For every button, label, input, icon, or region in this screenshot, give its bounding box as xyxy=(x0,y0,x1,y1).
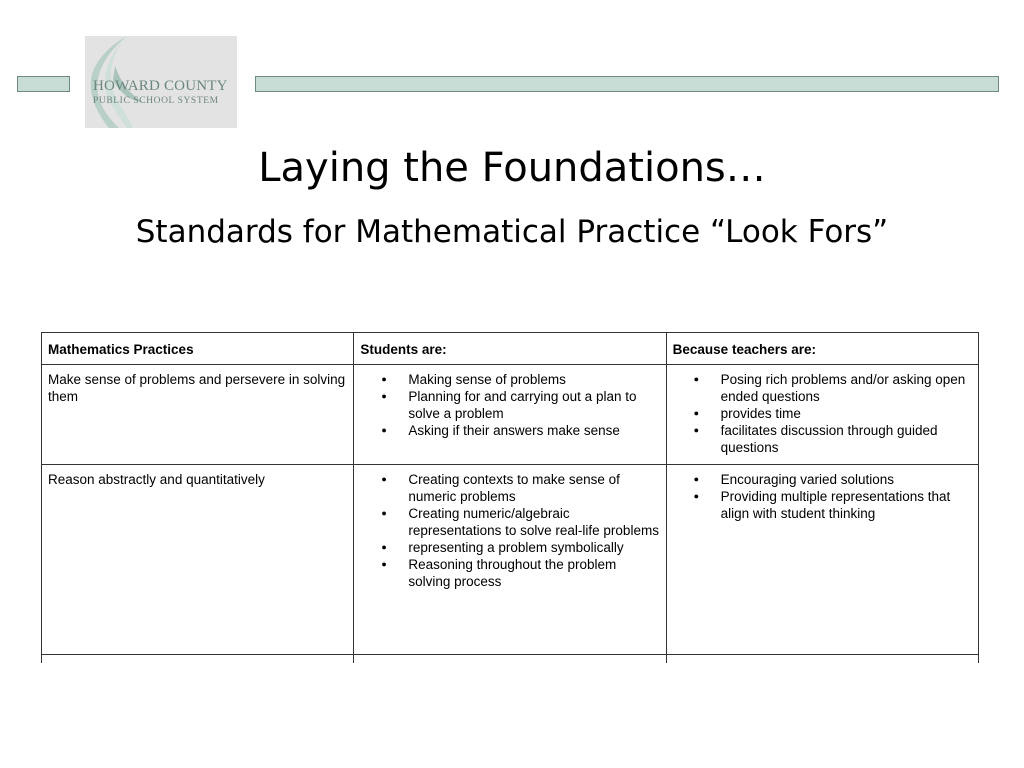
list-item: ● facilitates discussion through guided questions xyxy=(721,422,972,456)
practice-cell: Reason abstractly and quantitatively xyxy=(42,465,354,655)
teachers-cell xyxy=(666,365,978,465)
slide-subtitle: Standards for Mathematical Practice “Look Fors” xyxy=(135,214,889,250)
students-list xyxy=(360,471,659,590)
list-item: ● Reasoning throughout the problem solving process xyxy=(408,556,659,590)
practices-table xyxy=(41,332,979,663)
logo-line2: PUBLIC SCHOOL SYSTEM xyxy=(93,96,219,106)
empty-cell xyxy=(354,655,666,664)
table-row xyxy=(42,365,979,465)
empty-cell xyxy=(42,655,354,664)
slide-title: Laying the Foundations… xyxy=(258,145,766,191)
list-item: ● Creating contexts to make sense of numeric problems xyxy=(408,471,659,505)
table-row-partial xyxy=(42,655,979,664)
school-system-logo xyxy=(85,36,237,128)
empty-cell xyxy=(666,655,978,664)
list-item: ● Making sense of problems xyxy=(408,371,659,388)
header-because-teachers-are: Because teachers are: xyxy=(666,333,978,365)
teachers-cell xyxy=(666,465,978,655)
table-header-row xyxy=(42,333,979,365)
list-item: ● Providing multiple representations that align with student thinking xyxy=(721,488,972,522)
students-cell xyxy=(354,465,666,655)
practice-cell: Make sense of problems and persevere in solving them xyxy=(42,365,354,465)
practices-table-wrap xyxy=(41,332,979,663)
list-item: ● provides time xyxy=(721,405,972,422)
teachers-list xyxy=(673,471,972,522)
list-item: ● Encouraging varied solutions xyxy=(721,471,972,488)
list-item: ● representing a problem symbolically xyxy=(408,539,659,556)
students-list xyxy=(360,371,659,439)
list-item: ● Creating numeric/algebraic representations to solve real-life problems xyxy=(408,505,659,539)
header-band-right xyxy=(255,76,999,92)
list-item: ● Asking if their answers make sense xyxy=(408,422,659,439)
header-mathematics-practices: Mathematics Practices xyxy=(42,333,354,365)
header-band-left xyxy=(17,76,70,92)
table-row xyxy=(42,465,979,655)
teachers-list xyxy=(673,371,972,456)
header-students-are: Students are: xyxy=(354,333,666,365)
list-item: ● Planning for and carrying out a plan to solve a problem xyxy=(408,388,659,422)
logo-line1: HOWARD COUNTY xyxy=(93,78,228,94)
list-item: ● Posing rich problems and/or asking open ended questions xyxy=(721,371,972,405)
students-cell xyxy=(354,365,666,465)
